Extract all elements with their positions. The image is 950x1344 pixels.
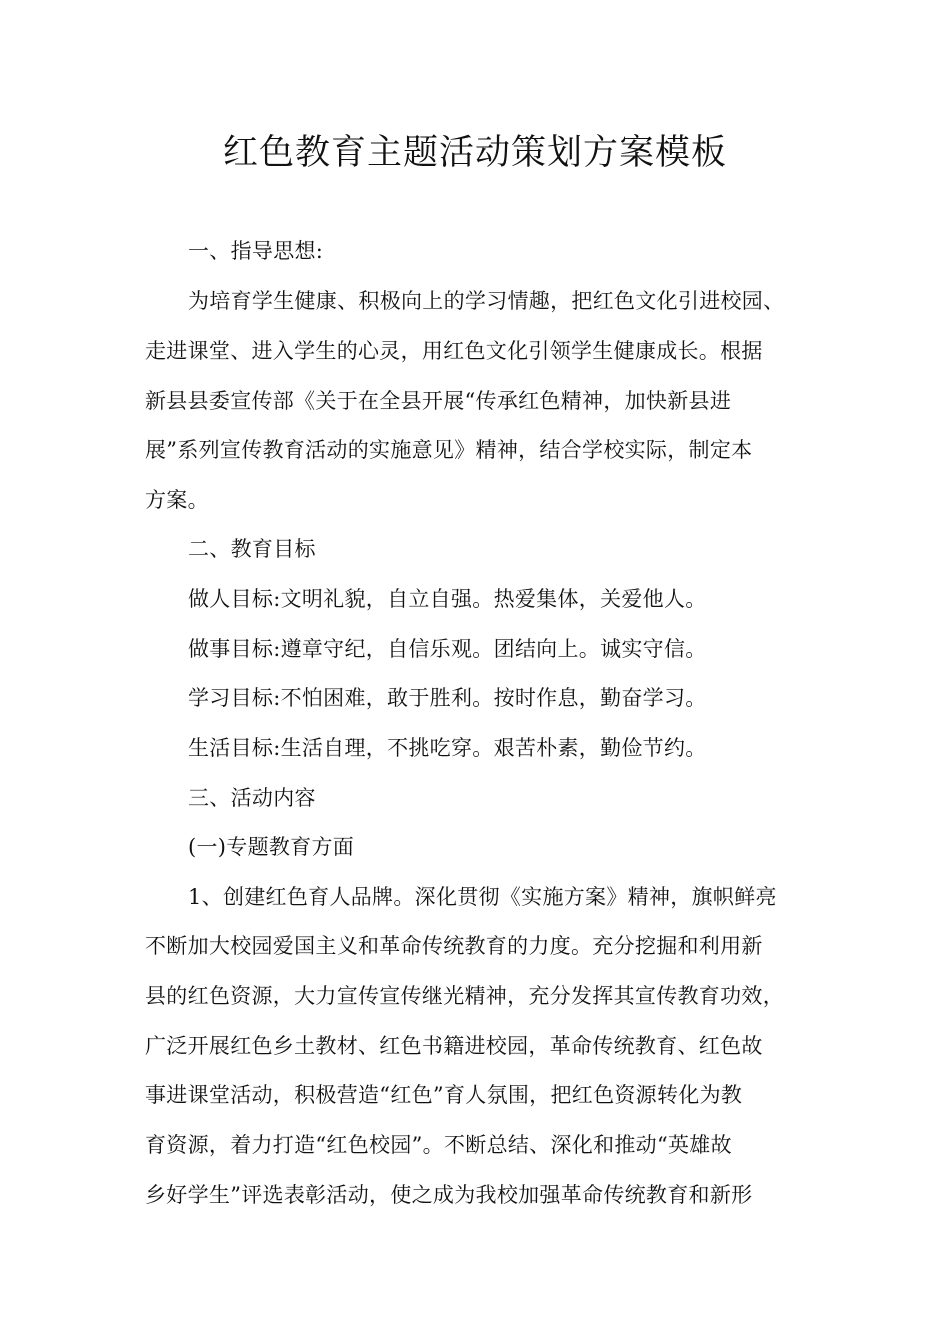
paragraph-line: 展”系列宣传教育活动的实施意见》精神，结合学校实际，制定本 [145, 438, 753, 462]
paragraph-line: 事进课堂活动，积极营造“红色”育人氛围，把红色资源转化为教 [145, 1083, 743, 1107]
paragraph-line: 不断加大校园爱国主义和革命传统教育的力度。充分挖掘和利用新 [145, 934, 763, 958]
section-heading-education-goals: 二、教育目标 [188, 537, 316, 561]
paragraph-line: 县的红色资源，大力宣传宣传继光精神，充分发挥其宣传教育功效， [145, 984, 784, 1008]
goal-line-personal: 做人目标:文明礼貌，自立自强。热爱集体，关爱他人。 [188, 587, 707, 611]
goal-line-work: 做事目标:遵章守纪，自信乐观。团结向上。诚实守信。 [188, 637, 707, 661]
section-heading-activity-content: 三、活动内容 [188, 786, 316, 810]
paragraph-line: 乡好学生”评选表彰活动，使之成为我校加强革命传统教育和新形 [145, 1183, 753, 1207]
paragraph-line: 走进课堂、进入学生的心灵，用红色文化引领学生健康成长。根据 [145, 339, 763, 363]
paragraph-line: 方案。 [145, 488, 209, 512]
section-heading-guiding-thought: 一、指导思想: [188, 239, 324, 263]
goal-line-life: 生活目标:生活自理，不挑吃穿。艰苦朴素，勤俭节约。 [188, 736, 707, 760]
paragraph-line: 新县县委宣传部《关于在全县开展“传承红色精神，加快新县进 [145, 389, 732, 413]
paragraph-line: 1、创建红色育人品牌。深化贯彻《实施方案》精神，旗帜鲜亮 [188, 885, 777, 909]
paragraph-line: 为培育学生健康、积极向上的学习情趣，把红色文化引进校园、 [188, 289, 785, 313]
document-title: 红色教育主题活动策划方案模板 [222, 133, 727, 173]
goal-line-study: 学习目标:不怕困难，敢于胜利。按时作息，勤奋学习。 [188, 686, 707, 710]
paragraph-line: 育资源，着力打造“红色校园”。不断总结、深化和推动“英雄故 [145, 1133, 732, 1157]
paragraph-line: 广泛开展红色乡土教材、红色书籍进校园，革命传统教育、红色故 [145, 1034, 763, 1058]
subsection-heading: (一)专题教育方面 [188, 835, 355, 859]
